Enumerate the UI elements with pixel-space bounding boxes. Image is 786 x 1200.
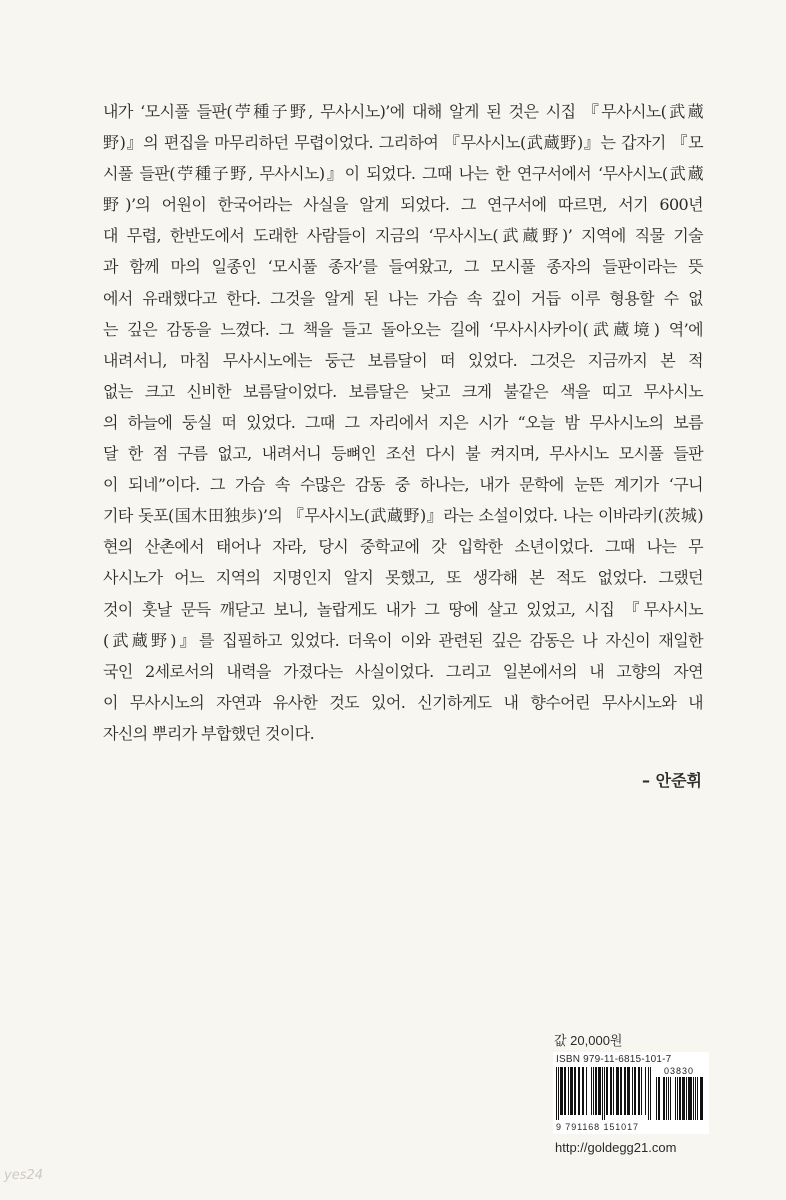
barcode-bar (595, 1067, 596, 1115)
barcode-bar (564, 1067, 565, 1115)
barcode-bar (679, 1077, 680, 1120)
body-line-14: 기타 돗포(国木田独歩)’의 『무사시노(武蔵野)』라는 소설이었다. 나는 이바라키(茨城) (103, 506, 703, 526)
barcode-bar (565, 1067, 566, 1115)
price-label: 값 20,000원 (554, 1033, 623, 1048)
barcode-bar (602, 1067, 603, 1120)
barcode-bar (621, 1067, 622, 1115)
barcode-bar (617, 1067, 618, 1115)
body-line-18: (武蔵野)』를 집필하고 있었다. 더욱이 이와 관련된 깊은 감동은 나 자신이 재일한 (103, 630, 703, 650)
barcode-bar (607, 1067, 608, 1115)
barcode-bar (561, 1067, 562, 1115)
barcode-addon-bars (656, 1077, 703, 1120)
barcode-bar (635, 1067, 636, 1115)
barcode-bar (578, 1067, 579, 1115)
publisher-url[interactable]: http://goldegg21.com (555, 1140, 677, 1155)
barcode-bar (575, 1067, 576, 1115)
body-line-20: 이 무사시노의 자연과 유사한 것도 있어. 신기하게도 내 향수어린 무사시노와 내 (103, 692, 703, 712)
barcode-bar (570, 1067, 571, 1115)
barcode-bar (639, 1067, 640, 1115)
barcode-bar (664, 1077, 665, 1120)
barcode-bar (632, 1067, 633, 1115)
barcode-bar (572, 1067, 573, 1115)
barcode-bar (583, 1067, 584, 1115)
barcode-bar (571, 1067, 572, 1115)
barcode-bar (686, 1077, 687, 1120)
barcode-bar (627, 1067, 628, 1115)
barcode-bar (684, 1077, 685, 1120)
body-line-2: 野)』의 편집을 마무리하던 무렵이었다. 그리하여 『무사시노(武蔵野)』는 갑자기 『모 (103, 133, 703, 153)
barcode-bar (689, 1077, 690, 1120)
barcode-bar (610, 1067, 611, 1115)
barcode-main-bars (556, 1067, 651, 1120)
barcode-bar (670, 1077, 671, 1120)
body-line-19: 국인 2세로서의 내력을 가졌다는 사실이었다. 그리고 일본에서의 내 고향의 자연 (103, 661, 703, 681)
barcode-bar (701, 1077, 702, 1120)
body-line-6: 과 함께 마의 일종인 ‘모시풀 종자’를 들여왔고, 그 모시풀 종자의 들판이라는 뜻 (103, 257, 703, 277)
barcode-bar (558, 1067, 559, 1120)
body-line-11: 의 하늘에 둥실 떠 있었다. 그때 그 자리에서 지은 시가 “오늘 밤 무사시노의 보름 (103, 412, 703, 432)
body-line-5: 대 무렵, 한반도에서 도래한 사람들이 지금의 ‘무사시노(武蔵野)’ 지역에 직물 기술 (103, 226, 703, 246)
barcode-bar (599, 1067, 600, 1115)
body-line-9: 내려서니, 마침 무사시노에는 둥근 보름달이 떠 있었다. 그것은 지금까지 본 적 (103, 350, 703, 370)
body-line-12: 달 한 점 구름 없고, 내려서니 등뼈인 조선 다시 불 켜지며, 무사시노 모시풀 들판 (103, 444, 703, 464)
barcode-bar (600, 1067, 601, 1115)
barcode-bar (666, 1077, 667, 1120)
barcode-bar (648, 1067, 649, 1120)
barcode-bar (634, 1067, 635, 1115)
barcode-bar (650, 1067, 651, 1120)
barcode-bar (606, 1067, 607, 1115)
ean-digits: 9 791168 151017 (556, 1122, 639, 1132)
watermark-logo: yes24 (4, 1168, 44, 1183)
barcode-bar (658, 1077, 659, 1120)
barcode-bar (638, 1067, 639, 1115)
barcode-bar (697, 1077, 698, 1120)
body-line-10: 없는 크고 신비한 보름달이었다. 보름달은 낮고 크게 불같은 색을 띠고 무사시노 (103, 381, 703, 401)
barcode-bar (680, 1077, 681, 1120)
barcode-bar (677, 1077, 678, 1120)
barcode-bar (620, 1067, 621, 1115)
barcode-bar (562, 1067, 563, 1115)
barcode-bar (695, 1077, 696, 1120)
barcode-bar (675, 1077, 676, 1120)
barcode-bar (682, 1077, 683, 1120)
barcode-bar (641, 1067, 642, 1115)
isbn-number: ISBN 979-11-6815-101-7 (556, 1054, 672, 1065)
barcode-bar (613, 1067, 614, 1115)
body-line-13: 이 되네”이다. 그 가슴 속 수많은 감동 중 하나는, 내가 문학에 눈뜬 계기가 ‘구니 (103, 475, 703, 495)
addon-code: 03830 (663, 1066, 695, 1076)
body-line-15: 현의 산촌에서 태어나 자라, 당시 중학교에 갓 입학한 소년이었다. 그때 나는 무 (103, 537, 703, 557)
barcode-bar (616, 1067, 617, 1115)
body-line-17: 것이 훗날 문득 깨닫고 보니, 놀랍게도 내가 그 땅에 살고 있었고, 시집 『무사시노 (103, 599, 703, 619)
barcode-bar (611, 1067, 612, 1115)
barcode-bar (560, 1067, 561, 1115)
barcode-bar (625, 1067, 626, 1115)
barcode-bar (668, 1077, 669, 1120)
barcode-bar (691, 1077, 692, 1120)
barcode-bar (683, 1077, 684, 1120)
barcode-bar (688, 1077, 689, 1120)
barcode-bar (645, 1067, 646, 1115)
barcode-bar (693, 1077, 694, 1120)
body-line-4: 野)’의 어원이 한국어라는 사실을 알게 되었다. 그 연구서에 따르면, 서기 600년 (103, 195, 703, 215)
body-line-3: 시풀 들판(苧種子野, 무사시노)』이 되었다. 그때 나는 한 연구서에서 ‘무사시노(武蔵 (103, 164, 703, 184)
barcode-bar (624, 1067, 625, 1115)
barcode-bar (582, 1067, 583, 1115)
barcode-bar (663, 1077, 664, 1120)
barcode-bar (629, 1067, 630, 1115)
isbn-barcode-box (553, 1052, 709, 1134)
body-line-21: 자신의 뿌리가 부합했던 것이다. (103, 723, 315, 743)
author-signature: – 안준휘 (642, 771, 702, 790)
body-line-7: 에서 유래했다고 한다. 그것을 알게 된 나는 가슴 속 깊이 거듭 이루 형용할 수 없 (103, 288, 703, 308)
barcode-bar (659, 1077, 660, 1120)
barcode-bar (700, 1077, 701, 1120)
barcode-bar (574, 1067, 575, 1115)
barcode-bar (568, 1067, 569, 1115)
barcode-bar (586, 1067, 587, 1115)
barcode-bar (556, 1067, 557, 1120)
barcode-bar (596, 1067, 597, 1115)
barcode-bar (598, 1067, 599, 1115)
barcode-bar (604, 1067, 605, 1120)
barcode-bar (628, 1067, 629, 1115)
barcode-bar (579, 1067, 580, 1115)
body-line-16: 사시노가 어느 지역의 지명인지 알지 못했고, 또 생각해 본 적도 없었다. 그랬던 (103, 568, 703, 588)
barcode-bar (591, 1067, 592, 1115)
barcode-bar (593, 1067, 594, 1115)
body-line-1: 내가 ‘모시풀 들판(苧種子野, 무사시노)’에 대해 알게 된 것은 시집 『무사시노(武蔵 (103, 102, 703, 121)
barcode-bar (618, 1067, 619, 1115)
barcode-bar (656, 1077, 657, 1120)
body-line-8: 는 깊은 감동을 느꼈다. 그 책을 들고 돌아오는 길에 ‘무사시사카이(武蔵境) 역’에 (103, 319, 703, 339)
barcode-bar (690, 1077, 691, 1120)
isbn-barcode (554, 1066, 706, 1122)
body-text (103, 96, 703, 749)
barcode-bar (702, 1077, 703, 1120)
publication-info (553, 1030, 709, 1155)
